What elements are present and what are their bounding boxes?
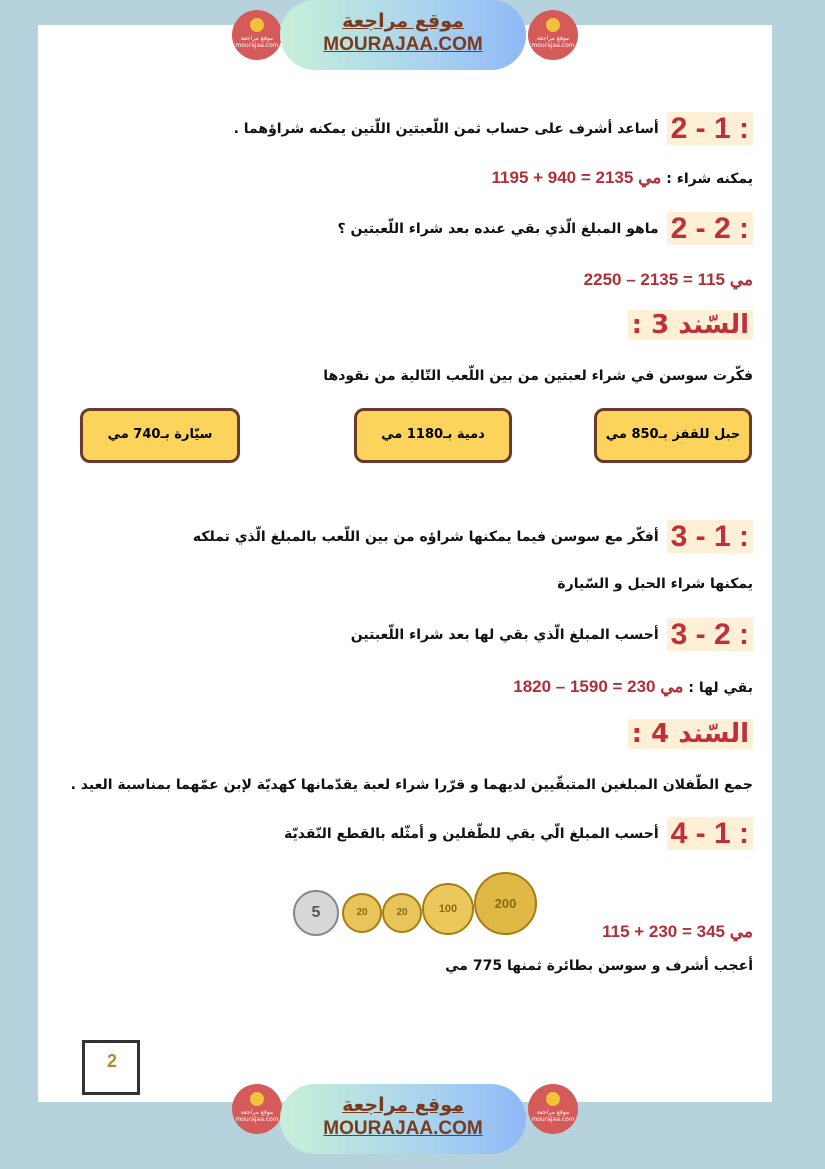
question-2-1: 2 - 1 :أساعد أشرف على حساب ثمن اللّعبتين اللّتين يمكنه شراؤهما . [234,112,753,146]
toy-car: سيّارة بـ740 مي [80,408,240,463]
answer-2-1: يمكنه شراء : 1195 + 940 = 2135 مي [491,168,753,187]
sanad-4-text: جمع الطّفلان المبلغين المتبقّيين لديهما و قرّرا شراء لعبة يقدّمانها كهديّة لإبن عمّهما بمناسبة العيد . [70,777,753,793]
sanad-3-title: السّند 3 : [628,310,753,340]
site-name-arabic: موقع مراجعة [342,10,464,32]
site-name-arabic: موقع مراجعة [342,1094,464,1116]
question-3-1: 3 - 1 :أفكّر مع سوسن فيما يمكنها شراؤه من بين اللّعب بالمبلغ الّذي تملكه [193,520,753,554]
toy-rope: حبل للقفز بـ850 مي [594,408,752,463]
site-logo-right-footer: موقع مراجعة mourajaa.com [528,1084,578,1134]
site-logo-right: موقع مراجعة mourajaa.com [528,10,578,60]
toy-doll: دمية بـ1180 مي [354,408,512,463]
site-logo-left: موقع مراجعة mourajaa.com [232,10,282,60]
header-site-banner[interactable] [280,0,526,70]
coin-20: 20 [382,893,422,933]
site-name-english: MOURAJAA.COM [323,34,483,55]
coin-200: 200 [474,872,537,935]
page-number: 2 [82,1040,140,1095]
sanad-4-title: السّند 4 : [628,719,753,749]
answer-3-1: يمكنها شراء الحبل و السّيارة [557,576,753,592]
answer-4-1: 115 + 230 = 345 مي [602,922,753,941]
answer-2-2: 2250 – 2135 = 115 مي [583,270,753,289]
footer-site-banner[interactable] [280,1084,526,1154]
coin-20: 20 [342,893,382,933]
coin-5: 5 [293,890,339,936]
question-4-1: 4 - 1 :أحسب المبلغ الّي بقي للطّفلين و أمثّله بالقطع النّقديّة [284,817,753,851]
answer-3-2: بقي لها : 1820 – 1590 = 230 مي [513,677,753,696]
question-2-2: 2 - 2 :ماهو المبلغ الّذي بقي عنده بعد شراء اللّعبتين ؟ [337,212,753,246]
sanad-3-text: فكّرت سوسن في شراء لعبتين من بين اللّعب التّالية من نقودها [323,368,753,384]
coin-100: 100 [422,883,474,935]
site-name-english: MOURAJAA.COM [323,1118,483,1139]
question-3-2: 3 - 2 :أحسب المبلغ الّذي بقي لها بعد شراء اللّعبتين [351,618,753,652]
site-logo-left-footer: موقع مراجعة mourajaa.com [232,1084,282,1134]
closing-text: أعجب أشرف و سوسن بطائرة ثمنها 775 مي [445,958,753,974]
